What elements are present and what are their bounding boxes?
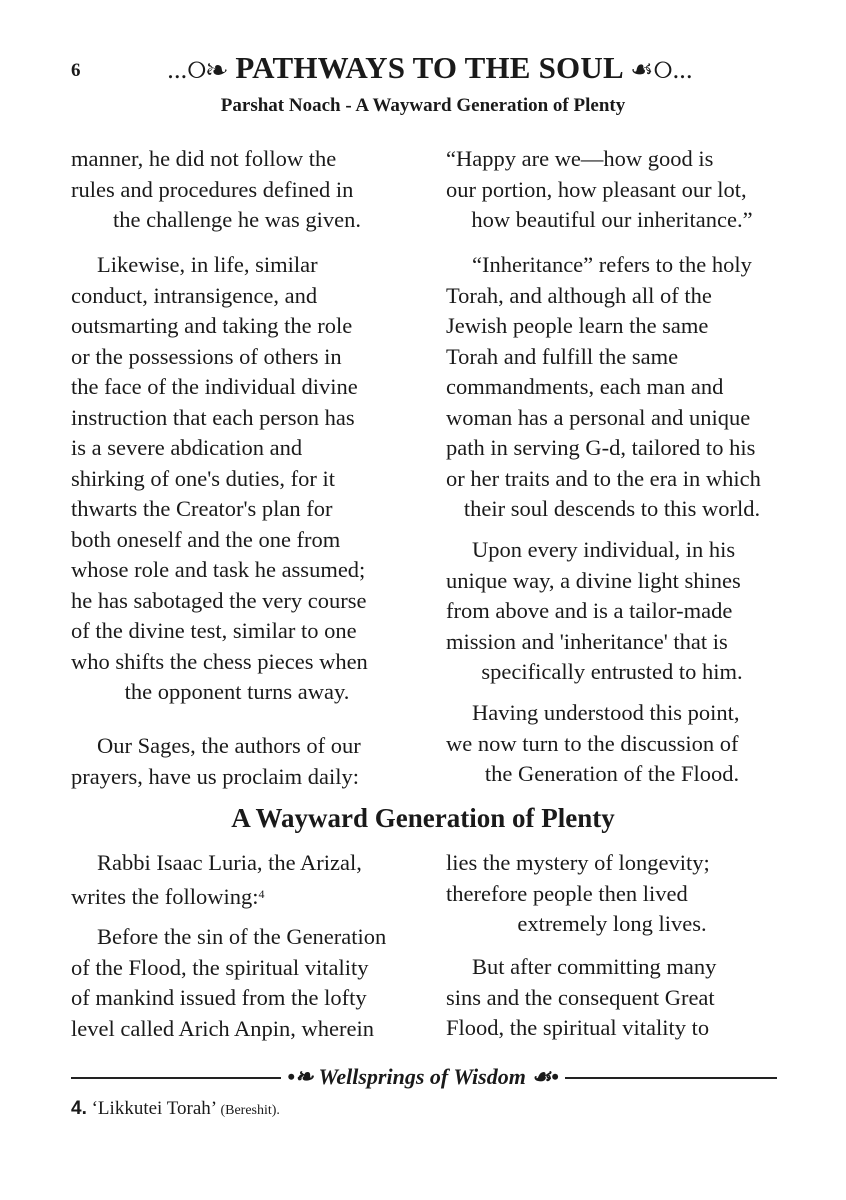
paragraph [446, 952, 778, 1044]
line-text: our portion, how pleasant our lot, [446, 176, 747, 202]
text-line [446, 144, 778, 175]
text-line [446, 759, 778, 790]
line-text: Having understood this point, [472, 700, 740, 725]
footer-ornament-left-icon: •❧ [287, 1064, 314, 1089]
line-text: of mankind issued from the lofty [71, 985, 367, 1010]
text-line [446, 848, 778, 879]
paragraph [71, 250, 403, 708]
text-line [446, 729, 778, 760]
book-title: PATHWAYS TO THE SOUL [235, 50, 623, 85]
text-line [71, 616, 403, 647]
line-text: path in serving G-d, tailored to his [446, 435, 756, 460]
line-text: But after committing many [472, 954, 717, 979]
line-text: therefore people then lived [446, 880, 688, 906]
line-text: of the divine test, similar to one [71, 618, 357, 643]
text-line [446, 175, 778, 206]
ornament-right-icon: ☙୦... [630, 55, 693, 84]
text-line [71, 311, 403, 342]
line-text: outsmarting and taking the role [71, 313, 353, 338]
text-line [446, 311, 778, 342]
running-header [130, 50, 730, 86]
footer-title [0, 1064, 846, 1090]
paragraph [71, 731, 403, 792]
line-text: is a severe abdication and [71, 435, 303, 460]
text-line [446, 535, 778, 566]
line-text: specifically entrusted to him. [481, 659, 743, 684]
paragraph [446, 848, 778, 940]
text-line [71, 205, 403, 236]
line-text: we now turn to the discussion of [446, 730, 739, 756]
line-text: “Happy are we—how good is [446, 146, 714, 171]
line-text: from above and is a tailor-made [446, 598, 733, 623]
text-line [446, 596, 778, 627]
line-text: “Inheritance” refers to the holy [472, 252, 752, 277]
section-heading: A Wayward Generation of Plenty [231, 803, 615, 833]
text-line [71, 848, 403, 879]
line-text: Our Sages, the authors of our [97, 733, 361, 758]
footnote [71, 1098, 280, 1120]
line-text: prayers, have us proclaim daily: [71, 763, 360, 789]
text-line [446, 698, 778, 729]
paragraph [71, 848, 403, 909]
line-text: the opponent turns away. [124, 679, 350, 704]
footnote-number: 4. [71, 1098, 87, 1119]
line-text: level called Arich Anpin, wherein [71, 1015, 375, 1041]
paragraph [71, 144, 403, 236]
footer-title-text: Wellsprings of Wisdom [318, 1064, 526, 1089]
text-line [71, 342, 403, 373]
text-line [71, 555, 403, 586]
text-line [446, 464, 778, 495]
line-text: whose role and task he assumed; [71, 557, 366, 582]
text-line [446, 952, 778, 983]
line-text: Torah and fulfill the same [446, 343, 679, 369]
line-text: Before the sin of the Generation [97, 924, 387, 949]
line-text: extremely long lives. [517, 911, 707, 936]
paragraph [446, 250, 778, 525]
text-line [71, 464, 403, 495]
text-line [446, 657, 778, 688]
text-line [446, 205, 778, 236]
text-line [71, 1014, 403, 1045]
text-line [71, 403, 403, 434]
paragraph [71, 922, 403, 1044]
paragraph [446, 698, 778, 790]
paragraph [446, 535, 778, 688]
line-text: instruction that each person has [71, 404, 355, 430]
text-line [71, 372, 403, 403]
paragraph [446, 144, 778, 236]
text-line [71, 433, 403, 464]
chapter-subtitle: Parshat Noach - A Wayward Generation of Plenty [220, 95, 626, 116]
text-line [446, 566, 778, 597]
footnote-source: (Bereshit). [220, 1103, 280, 1118]
text-line [446, 983, 778, 1014]
text-line [446, 1013, 778, 1044]
line-text: of the Flood, the spiritual vitality [71, 954, 369, 980]
line-text: mission and 'inheritance' that is [446, 628, 728, 654]
line-text: Upon every individual, in his [472, 537, 736, 562]
line-text: how beautiful our inheritance.” [471, 207, 753, 232]
text-line [71, 922, 403, 953]
text-line [71, 281, 403, 312]
text-line [446, 250, 778, 281]
line-text: both oneself and the one from [71, 526, 341, 552]
text-line [446, 281, 778, 312]
text-line [71, 983, 403, 1014]
line-text: thwarts the Creator's plan for [71, 496, 333, 521]
text-line [71, 586, 403, 617]
text-line [71, 525, 403, 556]
line-text: woman has a personal and unique [446, 404, 751, 430]
text-line [446, 909, 778, 940]
line-text: shirking of one's duties, for it [71, 465, 336, 491]
text-line [71, 677, 403, 708]
line-text: rules and procedures defined in [71, 176, 354, 202]
footnote-ref-link[interactable]: 4 [258, 886, 265, 901]
line-text: unique way, a divine light shines [446, 567, 741, 593]
line-text: he has sabotaged the very course [71, 587, 367, 613]
line-text: Flood, the spiritual vitality to [446, 1015, 710, 1040]
text-line [71, 250, 403, 281]
text-line [446, 372, 778, 403]
line-text: Jewish people learn the same [446, 313, 709, 338]
line-text: or her traits and to the era in which [446, 465, 761, 491]
line-text: manner, he did not follow the [71, 146, 337, 171]
line-text: commandments, each man and [446, 374, 724, 399]
text-line [71, 144, 403, 175]
line-text: Torah, and although all of the [446, 282, 712, 308]
line-text: the face of the individual divine [71, 374, 358, 399]
footer-ornament-right-icon: ☙• [531, 1064, 559, 1089]
line-text: who shifts the chess pieces when [71, 648, 368, 674]
text-line [71, 175, 403, 206]
page-number: 6 [71, 60, 81, 81]
line-text: sins and the consequent Great [446, 984, 715, 1010]
text-line [71, 762, 403, 793]
ornament-left-icon: ...୦❧ [167, 55, 228, 84]
text-line [71, 879, 403, 910]
text-line [71, 953, 403, 984]
footnote-text: ‘Likkutei Torah’ [91, 1098, 216, 1119]
text-line [446, 494, 778, 525]
line-text: their soul descends to this world. [463, 496, 761, 521]
line-text: or the possessions of others in [71, 343, 342, 369]
line-text: the challenge he was given. [112, 207, 362, 232]
text-line [71, 494, 403, 525]
text-line [71, 731, 403, 762]
line-text: the Generation of the Flood. [484, 761, 740, 786]
text-line [446, 342, 778, 373]
line-text: conduct, intransigence, and [71, 282, 318, 308]
text-line [446, 627, 778, 658]
line-text: writes the following: [71, 883, 259, 909]
line-text: Rabbi Isaac Luria, the Arizal, [97, 850, 362, 875]
text-line [446, 433, 778, 464]
text-line [71, 647, 403, 678]
line-text: lies the mystery of longevity; [446, 850, 710, 875]
line-text: Likewise, in life, similar [97, 252, 318, 277]
text-line [446, 879, 778, 910]
text-line [446, 403, 778, 434]
